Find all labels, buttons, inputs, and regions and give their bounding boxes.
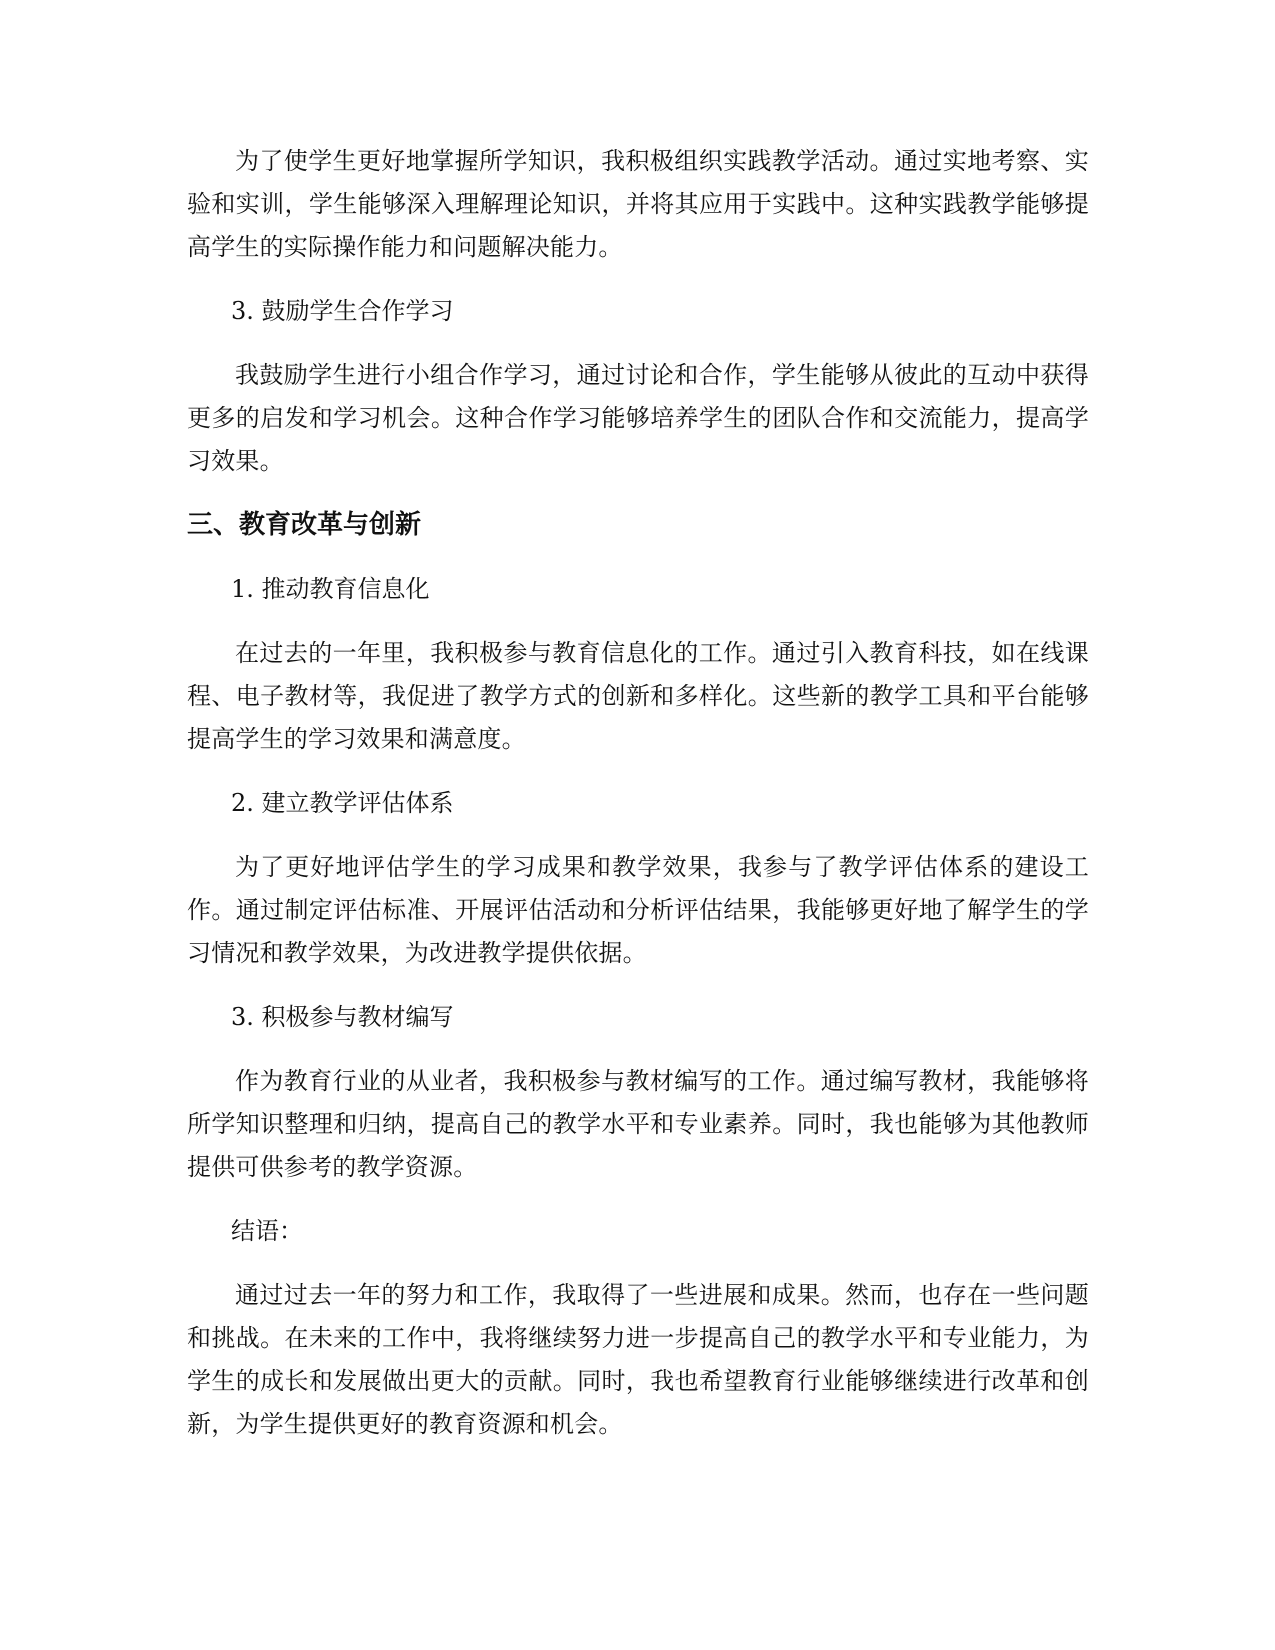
paragraph-textbook-writing: 作为教育行业的从业者，我积极参与教材编写的工作。通过编写教材，我能够将所学知识整理和归纳，提高自己的教学水平和专业素养。同时，我也能够为其他教师提供可供参考的教学资源。 [187, 1067, 1089, 1181]
subheading-textbook-writing: 3. 积极参与教材编写 [231, 1003, 454, 1031]
subheading-cooperative-learning: 3. 鼓励学生合作学习 [231, 297, 454, 325]
paragraph-practice-teaching: 为了使学生更好地掌握所学知识，我积极组织实践教学活动。通过实地考察、实验和实训，学生能够深入理解理论知识，并将其应用于实践中。这种实践教学能够提高学生的实际操作能力和问题解决能力。 [187, 147, 1089, 261]
subheading-evaluation-system: 2. 建立教学评估体系 [231, 789, 454, 817]
conclusion-label: 结语： [231, 1217, 303, 1245]
paragraph-informatization: 在过去的一年里，我积极参与教育信息化的工作。通过引入教育科技，如在线课程、电子教材等，我促进了教学方式的创新和多样化。这些新的教学工具和平台能够提高学生的学习效果和满意度。 [187, 639, 1089, 753]
paragraph-evaluation-system: 为了更好地评估学生的学习成果和教学效果，我参与了教学评估体系的建设工作。通过制定评估标准、开展评估活动和分析评估结果，我能够更好地了解学生的学习情况和教学效果，为改进教学提供依据。 [187, 853, 1089, 967]
paragraph-conclusion: 通过过去一年的努力和工作，我取得了一些进展和成果。然而，也存在一些问题和挑战。在未来的工作中，我将继续努力进一步提高自己的教学水平和专业能力，为学生的成长和发展做出更大的贡献。同时，我也希望教育行业能够继续进行改革和创新，为学生提供更好的教育资源和机会。 [187, 1281, 1089, 1438]
subheading-informatization: 1. 推动教育信息化 [231, 575, 430, 603]
section-heading-reform-innovation: 三、教育改革与创新 [187, 510, 422, 540]
paragraph-cooperative-learning: 我鼓励学生进行小组合作学习，通过讨论和合作，学生能够从彼此的互动中获得更多的启发和学习机会。这种合作学习能够培养学生的团队合作和交流能力，提高学习效果。 [187, 361, 1089, 475]
document-body [187, 140, 1089, 1467]
